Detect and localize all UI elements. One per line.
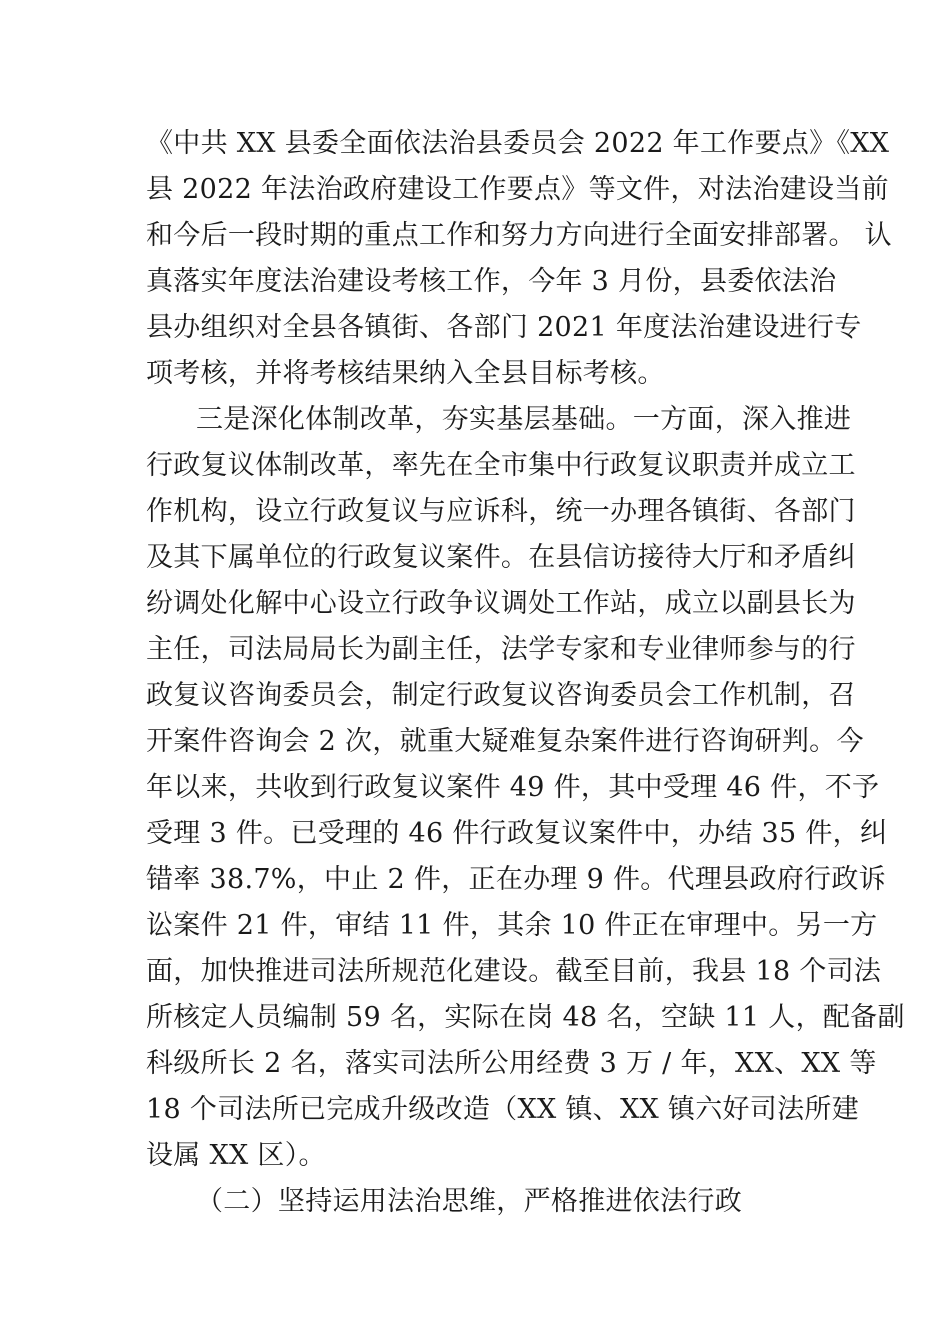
text-line: 开案件咨询会 2 次，就重大疑难复杂案件进行咨询研判。今 xyxy=(146,726,864,757)
text-line: 政复议咨询委员会，制定行政复议咨询委员会工作机制，召 xyxy=(146,680,856,711)
text-line: 及其下属单位的行政复议案件。在县信访接待大厅和矛盾纠 xyxy=(146,542,856,573)
text-line: 科级所长 2 名，落实司法所公用经费 3 万 / 年，XX、XX 等 xyxy=(146,1048,877,1079)
text-line: 真落实年度法治建设考核工作，今年 3 月份，县委依法治 xyxy=(146,266,837,297)
text-line: 项考核，并将考核结果纳入全县目标考核。 xyxy=(146,358,665,389)
text-line: 行政复议体制改革，率先在全市集中行政复议职责并成立工 xyxy=(146,450,856,481)
text-line: 《中共 XX 县委全面依法治县委员会 2022 年工作要点》《XX xyxy=(146,128,890,159)
text-line: 作机构，设立行政复议与应诉科，统一办理各镇街、各部门 xyxy=(146,496,856,527)
text-line: 县办组织对全县各镇街、各部门 2021 年度法治建设进行专 xyxy=(146,312,862,343)
text-line: 和今后一段时期的重点工作和努力方向进行全面安排部署。 认 xyxy=(146,220,892,251)
text-line: 面，加快推进司法所规范化建设。截至目前，我县 18 个司法 xyxy=(146,956,882,987)
text-line: 讼案件 21 件，审结 11 件，其余 10 件正在审理中。另一方 xyxy=(146,910,878,941)
paragraph-first-line: 三是深化体制改革，夯实基层基础。一方面，深入推进 xyxy=(196,404,852,435)
text-line: 县 2022 年法治政府建设工作要点》等文件，对法治建设当前 xyxy=(146,174,889,205)
text-line: 受理 3 件。已受理的 46 件行政复议案件中，办结 35 件，纠 xyxy=(146,818,888,849)
section-heading: （二）坚持运用法治思维，严格推进依法行政 xyxy=(196,1186,742,1217)
text-line: 年以来，共收到行政复议案件 49 件，其中受理 46 件，不予 xyxy=(146,772,880,803)
text-line: 所核定人员编制 59 名，实际在岗 48 名，空缺 11 人，配备副 xyxy=(146,1002,905,1033)
text-line: 主任，司法局局长为副主任，法学专家和专业律师参与的行 xyxy=(146,634,856,665)
text-line: 设属 XX 区）。 xyxy=(146,1140,326,1171)
text-line: 纷调处化解中心设立行政争议调处工作站，成立以副县长为 xyxy=(146,588,856,619)
text-line: 错率 38.7%，中止 2 件，正在办理 9 件。代理县政府行政诉 xyxy=(146,864,886,895)
text-line: 18 个司法所已完成升级改造（XX 镇、XX 镇六好司法所建 xyxy=(146,1094,859,1125)
